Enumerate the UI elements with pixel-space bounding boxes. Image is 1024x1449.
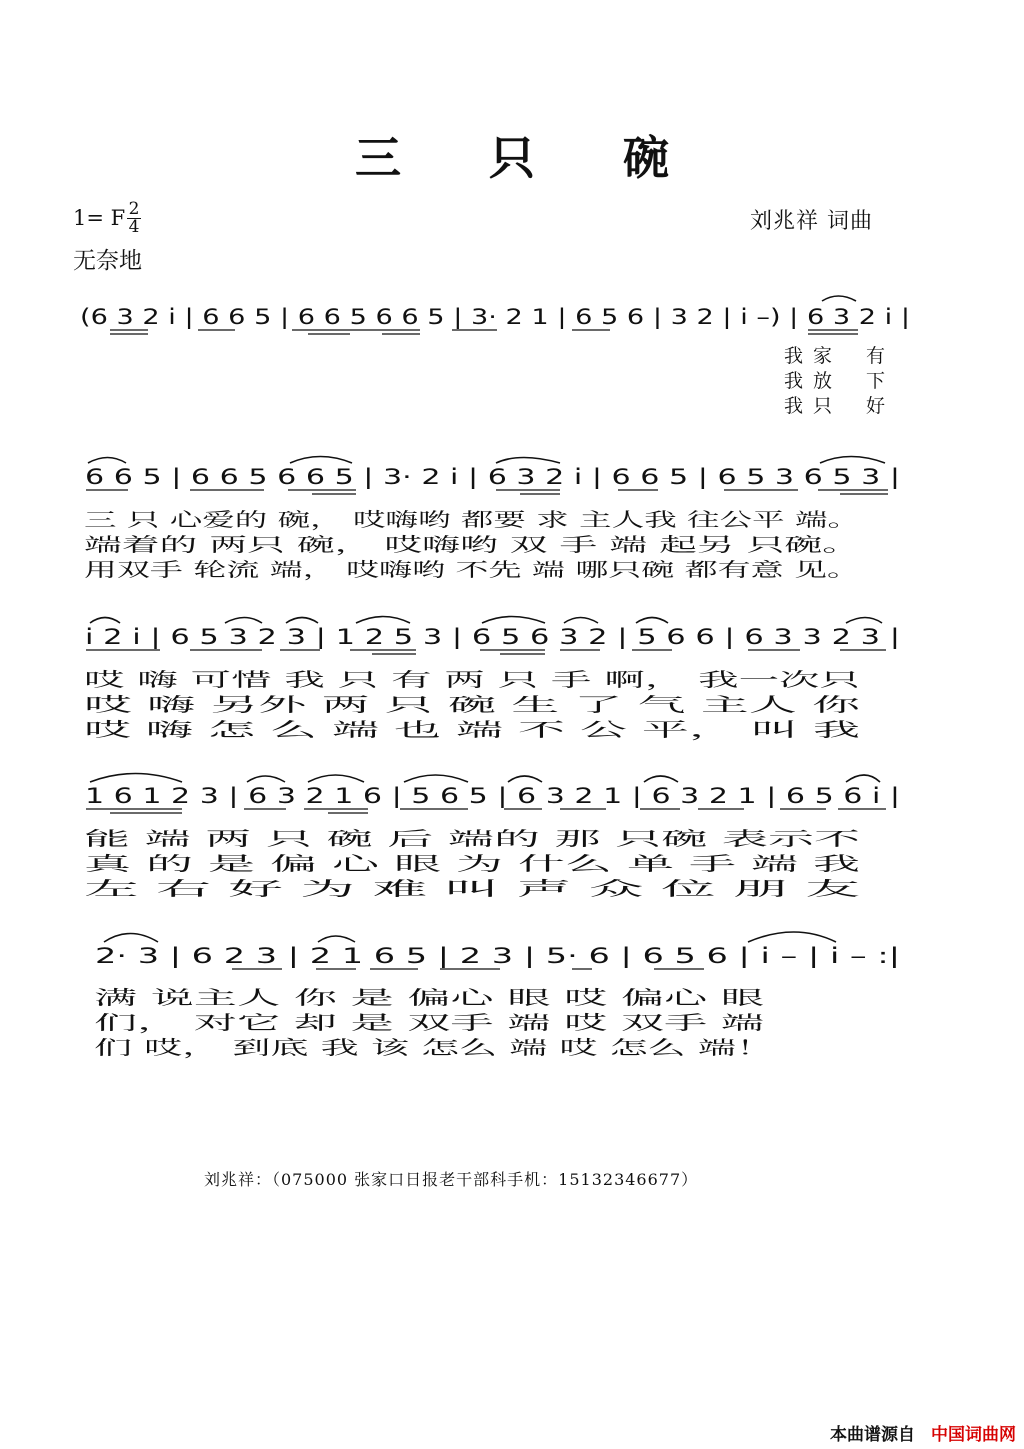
system-2-notation: i 2 i | 6 5 3 2 3 | 1 2 5 3 | 6 5 6 3 2 | 5 6 6 | 6 3 3 2 3 |	[85, 625, 647, 649]
system-4-lyric-1: 满 说主人 你 是 偏心 眼 哎 偏心 眼	[94, 987, 764, 1009]
key-signature: 1= F	[73, 206, 126, 230]
intro-lyric-2-1: 我	[784, 370, 804, 392]
system-1-notation: 6 6 5 | 6 6 5 6 6 5 | 3· 2 i | 6 3 2 i | 6 6 5 | 6 5 3 6 5 3 |	[85, 465, 654, 489]
system-1-lyric-2: 端着的 两只 碗， 哎嗨哟 双 手 端 起另 只碗。	[84, 534, 860, 556]
intro-lyric-2-3: 下	[866, 370, 886, 392]
prelude-notation: (6 3 2 i | 6 6 5 | 6 6 5 6 6 5 | 3· 2 1 | 6 5 6 | 3 2 | i –) | 6 3 2 i |	[80, 305, 722, 329]
system-2-lyric-3: 哎 嗨 怎 么 端 也 端 不 公 平， 叫 我	[84, 719, 860, 741]
source-watermark	[830, 1420, 1016, 1445]
system-4-lyric-3: 们 哎， 到底 我 该 怎么 端 哎 怎么 端！	[94, 1037, 775, 1059]
intro-lyric-1-1: 我	[784, 345, 804, 367]
time-denominator: 4	[128, 217, 140, 237]
system-3-notation: 1 6 1 2 3 | 6 3 2 1 6 | 5 6 5 | 6 3 2 1 | 6 3 2 1 | 6 5 6 i |	[85, 784, 655, 808]
tempo-marking: 无奈地	[73, 248, 142, 274]
system-3-lyric-2: 真 的 是 偏 心 眼 为 什么 单 手 端 我	[84, 853, 860, 875]
intro-lyric-2-2: 放	[813, 370, 833, 392]
watermark-site[interactable]: 中国词曲网	[931, 1425, 1016, 1445]
intro-lyric-3-1: 我	[784, 395, 804, 417]
system-4-notation: 2· 3 | 6 2 3 | 2 1 6 5 | 2 3 | 5· 6 | 6 5 6 | i – | i – :|	[95, 944, 599, 968]
system-1-lyric-3: 用双手 轮流 端， 哎嗨哟 不先 端 哪只碗 都有意 见。	[84, 559, 860, 581]
page-title: 三 只 碗	[354, 131, 706, 185]
intro-lyric-1-3: 有	[866, 345, 886, 367]
intro-lyric-1-2: 家	[813, 345, 833, 367]
time-numerator: 2	[128, 199, 140, 219]
intro-lyric-3-3: 好	[866, 395, 886, 417]
intro-lyric-3-2: 只	[813, 395, 833, 417]
composer-credit: 刘兆祥 词曲	[750, 209, 873, 234]
system-2-lyric-2: 哎 嗨 另外 两 只 碗 生 了 气 主人 你	[84, 694, 863, 716]
watermark-prefix: 本曲谱源自	[830, 1425, 915, 1445]
system-3-lyric-3: 左 右 好 为 难 叫 声 众 位 朋 友	[84, 878, 860, 900]
system-3-lyric-1: 能 端 两 只 碗 后 端的 那 只碗 表示不	[84, 828, 860, 850]
contact-info: 刘兆祥：（075000 张家口日报老干部科手机：15132346677）	[204, 1170, 699, 1189]
system-1-lyric-1: 三 只 心爱的 碗， 哎嗨哟 都要 求 主人我 往公平 端。	[84, 509, 860, 531]
system-4-lyric-2: 们， 对它 却 是 双手 端 哎 双手 端	[94, 1012, 764, 1034]
system-2-lyric-1: 哎 嗨 可惜 我 只 有 两 只 手 啊， 我一次只	[84, 669, 861, 691]
